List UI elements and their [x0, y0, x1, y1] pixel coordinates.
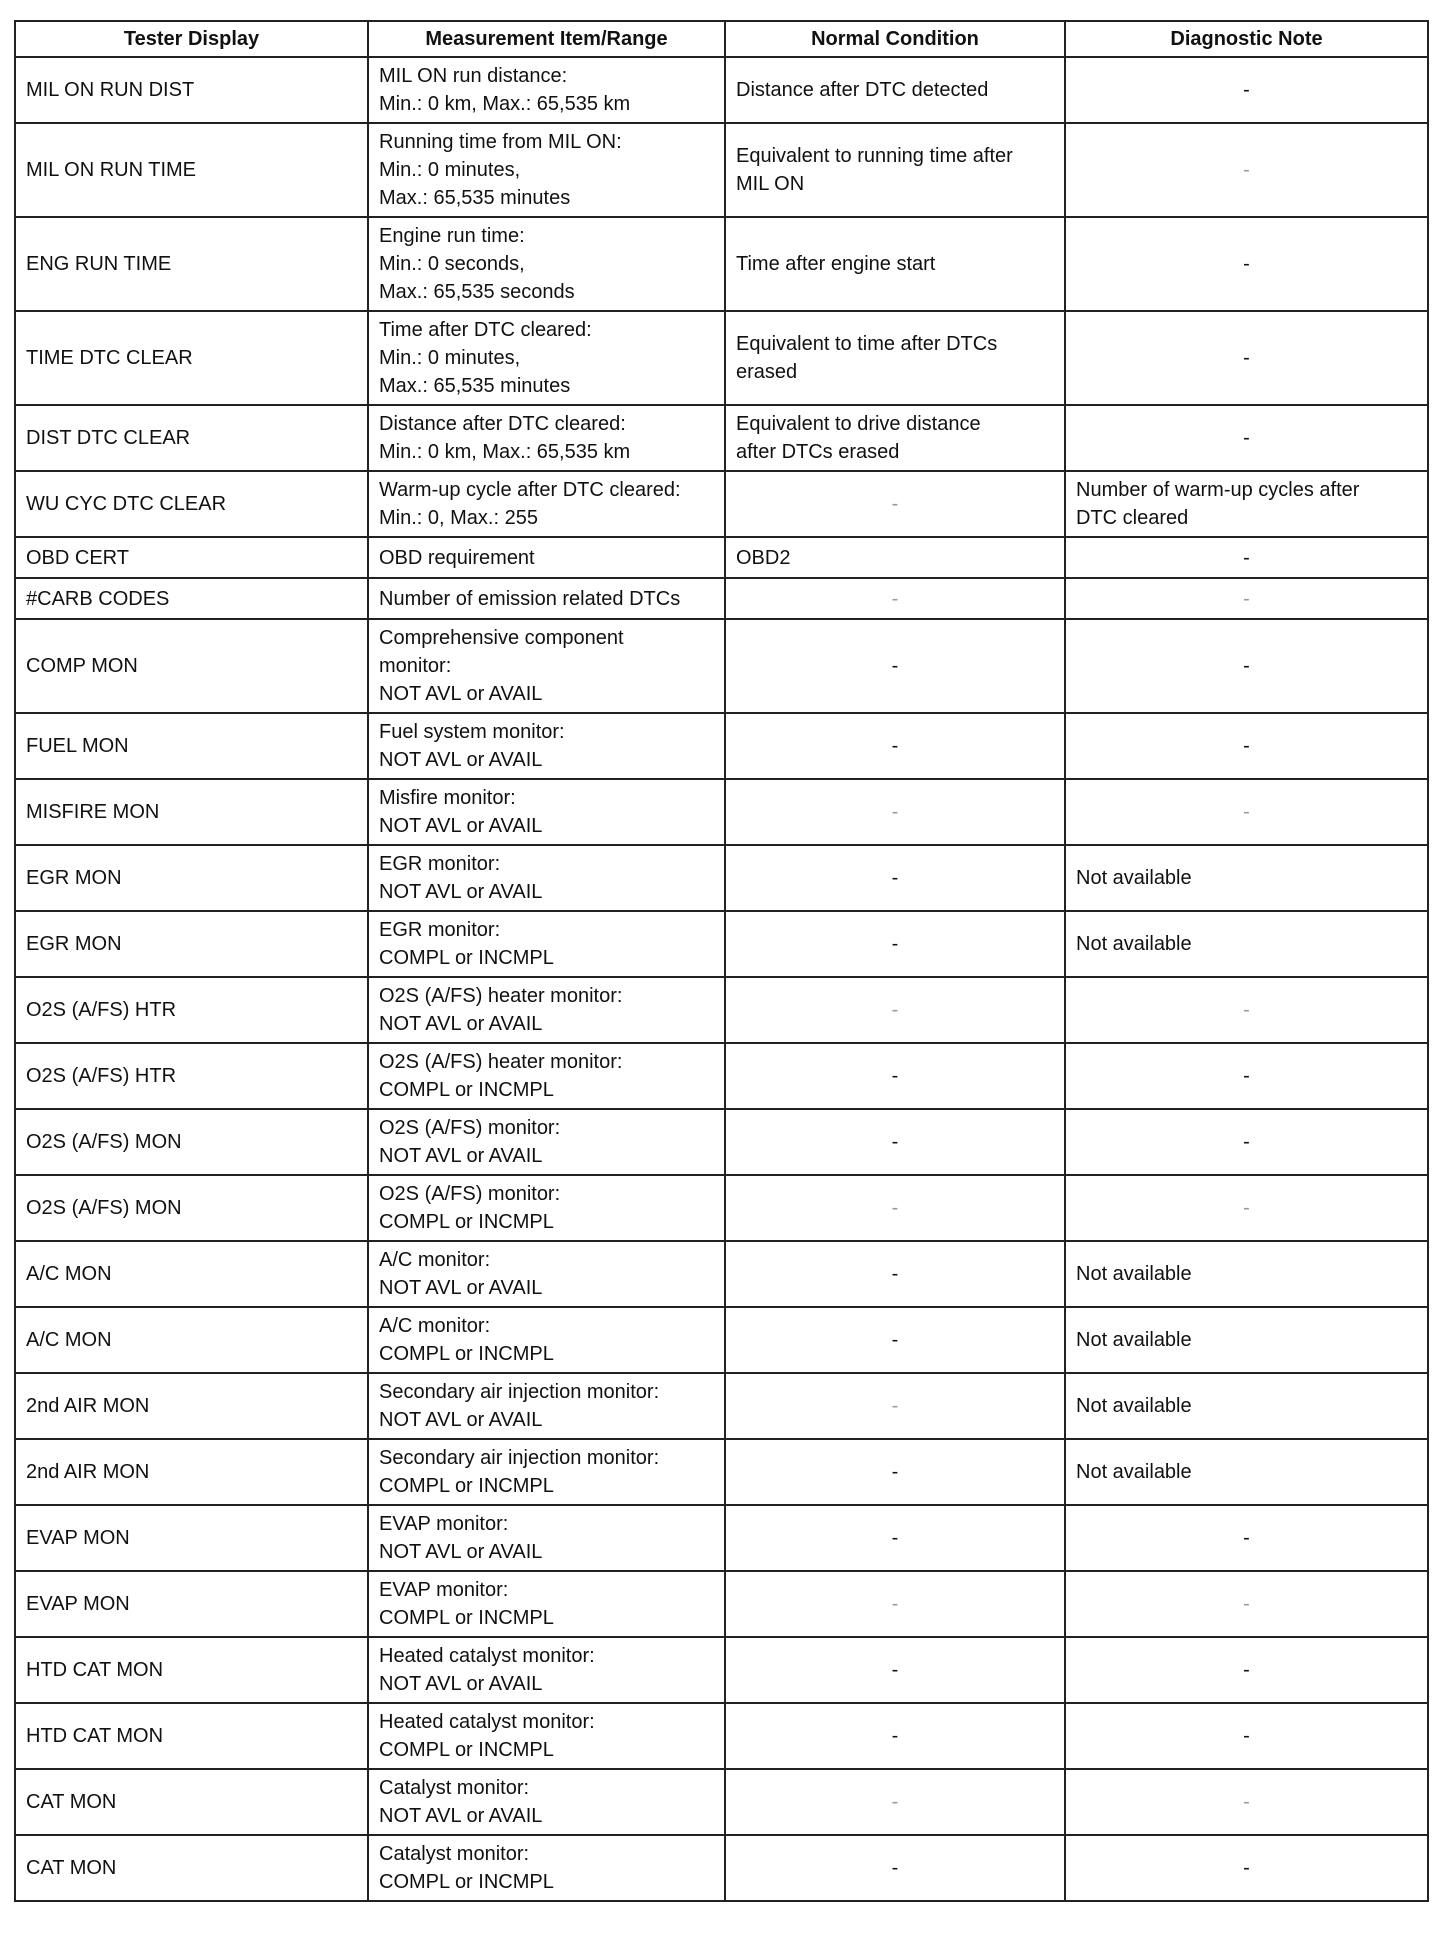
cell-diagnostic-note	[1065, 1703, 1428, 1769]
cell-normal-condition-line: -	[891, 1263, 899, 1285]
cell-normal-condition-line: -	[891, 867, 899, 889]
cell-normal-condition	[725, 57, 1065, 123]
cell-tester-display: CAT MON	[15, 1835, 368, 1901]
cell-diagnostic-note-line: -	[1243, 999, 1250, 1021]
table-row	[15, 1109, 1428, 1175]
header-diagnostic-note: Diagnostic Note	[1065, 21, 1428, 57]
table-row	[15, 1241, 1428, 1307]
cell-diagnostic-note-line: -	[1243, 427, 1250, 449]
cell-measurement-line: NOT AVL or AVAIL	[379, 1145, 543, 1167]
cell-normal-condition-line: -	[891, 1065, 899, 1087]
cell-normal-condition	[725, 1835, 1065, 1901]
cell-normal-condition	[725, 1505, 1065, 1571]
table-row	[15, 911, 1428, 977]
cell-normal-condition-line: -	[891, 655, 899, 677]
cell-measurement-line: A/C monitor:	[379, 1249, 491, 1271]
cell-measurement	[368, 977, 725, 1043]
cell-measurement	[368, 1769, 725, 1835]
cell-diagnostic-note	[1065, 1505, 1428, 1571]
cell-measurement-line: MIL ON run distance:	[379, 65, 568, 87]
cell-measurement-line: NOT AVL or AVAIL	[379, 1673, 543, 1695]
cell-measurement	[368, 1109, 725, 1175]
cell-normal-condition	[725, 1109, 1065, 1175]
cell-diagnostic-note	[1065, 1571, 1428, 1637]
cell-normal-condition	[725, 779, 1065, 845]
cell-tester-display: EGR MON	[15, 845, 368, 911]
cell-tester-display: EGR MON	[15, 911, 368, 977]
cell-measurement	[368, 1505, 725, 1571]
cell-measurement	[368, 1175, 725, 1241]
cell-normal-condition	[725, 405, 1065, 471]
cell-diagnostic-note-line: Not available	[1076, 1395, 1192, 1417]
cell-measurement-line: Catalyst monitor:	[379, 1777, 530, 1799]
cell-normal-condition-line: -	[891, 1725, 899, 1747]
cell-diagnostic-note-line: -	[1243, 1857, 1250, 1879]
cell-measurement-line: EVAP monitor:	[379, 1579, 509, 1601]
cell-normal-condition	[725, 845, 1065, 911]
table-row	[15, 977, 1428, 1043]
cell-diagnostic-note-line: Not available	[1076, 867, 1192, 889]
cell-tester-display: TIME DTC CLEAR	[15, 311, 368, 405]
cell-measurement-line: Max.: 65,535 minutes	[379, 375, 571, 397]
cell-measurement-line: NOT AVL or AVAIL	[379, 749, 543, 771]
cell-diagnostic-note	[1065, 779, 1428, 845]
cell-measurement	[368, 57, 725, 123]
cell-measurement	[368, 405, 725, 471]
cell-normal-condition-line: -	[891, 1329, 899, 1351]
cell-diagnostic-note-line: Not available	[1076, 1263, 1192, 1285]
cell-measurement	[368, 578, 725, 619]
cell-tester-display: O2S (A/FS) HTR	[15, 977, 368, 1043]
cell-diagnostic-note	[1065, 713, 1428, 779]
cell-measurement	[368, 1703, 725, 1769]
cell-normal-condition	[725, 1373, 1065, 1439]
cell-measurement	[368, 537, 725, 578]
table-row	[15, 1439, 1428, 1505]
cell-tester-display: 2nd AIR MON	[15, 1373, 368, 1439]
cell-diagnostic-note	[1065, 619, 1428, 713]
cell-normal-condition-line: -	[891, 1857, 899, 1879]
table-row	[15, 1043, 1428, 1109]
table-row	[15, 405, 1428, 471]
cell-measurement-line: COMPL or INCMPL	[379, 1739, 554, 1761]
cell-diagnostic-note-line: -	[1243, 1659, 1250, 1681]
cell-measurement	[368, 1373, 725, 1439]
cell-measurement-line: Catalyst monitor:	[379, 1843, 530, 1865]
cell-diagnostic-note	[1065, 845, 1428, 911]
cell-tester-display: MIL ON RUN TIME	[15, 123, 368, 217]
cell-tester-display: MIL ON RUN DIST	[15, 57, 368, 123]
cell-measurement	[368, 713, 725, 779]
cell-normal-condition-line: -	[891, 1395, 899, 1417]
cell-normal-condition	[725, 1769, 1065, 1835]
cell-normal-condition-line: -	[891, 1197, 899, 1219]
cell-normal-condition-line: -	[891, 1131, 899, 1153]
cell-normal-condition-line: Time after engine start	[736, 253, 936, 275]
cell-diagnostic-note-line: -	[1243, 1197, 1250, 1219]
cell-normal-condition	[725, 977, 1065, 1043]
cell-measurement-line: Time after DTC cleared:	[379, 319, 592, 341]
cell-diagnostic-note	[1065, 1241, 1428, 1307]
cell-normal-condition	[725, 537, 1065, 578]
table-header-row	[15, 21, 1428, 57]
cell-diagnostic-note	[1065, 405, 1428, 471]
cell-diagnostic-note	[1065, 578, 1428, 619]
cell-normal-condition-line: -	[891, 999, 899, 1021]
cell-normal-condition-line: -	[891, 587, 899, 610]
cell-tester-display: O2S (A/FS) MON	[15, 1175, 368, 1241]
cell-diagnostic-note-line: -	[1243, 587, 1250, 610]
table-row	[15, 1835, 1428, 1901]
table-row	[15, 1175, 1428, 1241]
cell-diagnostic-note	[1065, 1043, 1428, 1109]
table-row	[15, 311, 1428, 405]
cell-tester-display: CAT MON	[15, 1769, 368, 1835]
cell-normal-condition-line: after DTCs erased	[736, 441, 900, 463]
cell-normal-condition-line: -	[891, 493, 899, 515]
cell-diagnostic-note	[1065, 1835, 1428, 1901]
cell-diagnostic-note	[1065, 977, 1428, 1043]
cell-measurement-line: Number of emission related DTCs	[379, 587, 681, 610]
cell-measurement	[368, 1307, 725, 1373]
cell-diagnostic-note-line: -	[1243, 655, 1250, 677]
cell-tester-display: COMP MON	[15, 619, 368, 713]
cell-measurement-line: Misfire monitor:	[379, 787, 516, 809]
cell-normal-condition	[725, 578, 1065, 619]
cell-diagnostic-note-line: -	[1243, 1593, 1250, 1615]
cell-measurement-line: Running time from MIL ON:	[379, 131, 622, 153]
cell-diagnostic-note-line: Not available	[1076, 1329, 1192, 1351]
cell-measurement-line: COMPL or INCMPL	[379, 1871, 554, 1893]
cell-normal-condition-line: erased	[736, 361, 798, 383]
cell-tester-display: FUEL MON	[15, 713, 368, 779]
cell-diagnostic-note-line: -	[1243, 1791, 1250, 1813]
cell-diagnostic-note-line: -	[1243, 79, 1250, 101]
cell-normal-condition-line: OBD2	[736, 546, 791, 569]
cell-normal-condition	[725, 1241, 1065, 1307]
cell-normal-condition-line: Distance after DTC detected	[736, 79, 989, 101]
cell-measurement	[368, 123, 725, 217]
cell-measurement	[368, 779, 725, 845]
cell-measurement-line: Max.: 65,535 minutes	[379, 187, 571, 209]
cell-normal-condition-line: -	[891, 1527, 899, 1549]
cell-normal-condition	[725, 911, 1065, 977]
cell-measurement	[368, 1637, 725, 1703]
cell-measurement-line: Min.: 0, Max.: 255	[379, 507, 538, 529]
cell-tester-display: WU CYC DTC CLEAR	[15, 471, 368, 537]
cell-tester-display: A/C MON	[15, 1307, 368, 1373]
cell-normal-condition	[725, 1637, 1065, 1703]
table-row	[15, 619, 1428, 713]
cell-measurement-line: Heated catalyst monitor:	[379, 1645, 595, 1667]
cell-diagnostic-note-line: -	[1243, 1131, 1250, 1153]
cell-normal-condition	[725, 1571, 1065, 1637]
cell-diagnostic-note	[1065, 537, 1428, 578]
table-row	[15, 1307, 1428, 1373]
cell-measurement-line: Min.: 0 km, Max.: 65,535 km	[379, 441, 631, 463]
cell-normal-condition-line: Equivalent to drive distance	[736, 413, 981, 435]
cell-measurement-line: COMPL or INCMPL	[379, 947, 554, 969]
cell-tester-display: 2nd AIR MON	[15, 1439, 368, 1505]
cell-measurement-line: O2S (A/FS) heater monitor:	[379, 1051, 623, 1073]
cell-measurement-line: Heated catalyst monitor:	[379, 1711, 595, 1733]
cell-normal-condition	[725, 619, 1065, 713]
cell-measurement-line: A/C monitor:	[379, 1315, 491, 1337]
cell-diagnostic-note-line: -	[1243, 159, 1250, 181]
cell-normal-condition-line: Equivalent to running time after	[736, 145, 1013, 167]
cell-measurement-line: Comprehensive component	[379, 627, 624, 649]
table-row	[15, 713, 1428, 779]
cell-diagnostic-note	[1065, 1175, 1428, 1241]
cell-diagnostic-note	[1065, 1769, 1428, 1835]
cell-normal-condition	[725, 1043, 1065, 1109]
cell-measurement-line: Secondary air injection monitor:	[379, 1381, 660, 1403]
cell-measurement-line: NOT AVL or AVAIL	[379, 881, 543, 903]
cell-measurement-line: NOT AVL or AVAIL	[379, 1409, 543, 1431]
cell-normal-condition-line: -	[891, 1461, 899, 1483]
header-measurement-item: Measurement Item/Range	[368, 21, 725, 57]
table-row	[15, 471, 1428, 537]
cell-measurement	[368, 217, 725, 311]
cell-normal-condition-line: -	[891, 1659, 899, 1681]
cell-measurement-line: COMPL or INCMPL	[379, 1343, 554, 1365]
cell-diagnostic-note-line: Number of warm-up cycles after	[1076, 479, 1360, 501]
table-row	[15, 845, 1428, 911]
cell-normal-condition-line: -	[891, 1593, 899, 1615]
cell-measurement	[368, 1439, 725, 1505]
cell-measurement-line: NOT AVL or AVAIL	[379, 1277, 543, 1299]
cell-measurement-line: Min.: 0 minutes,	[379, 159, 521, 181]
cell-diagnostic-note	[1065, 123, 1428, 217]
cell-measurement	[368, 471, 725, 537]
table-row	[15, 1571, 1428, 1637]
table-row	[15, 57, 1428, 123]
cell-tester-display: HTD CAT MON	[15, 1637, 368, 1703]
cell-tester-display: ENG RUN TIME	[15, 217, 368, 311]
cell-diagnostic-note	[1065, 1439, 1428, 1505]
cell-tester-display: #CARB CODES	[15, 578, 368, 619]
cell-normal-condition-line: MIL ON	[736, 173, 805, 195]
cell-normal-condition	[725, 713, 1065, 779]
cell-measurement-line: COMPL or INCMPL	[379, 1079, 554, 1101]
cell-measurement-line: Max.: 65,535 seconds	[379, 281, 575, 303]
data-list-table-container	[14, 20, 1427, 1902]
cell-normal-condition-line: -	[891, 933, 899, 955]
cell-measurement-line: OBD requirement	[379, 546, 535, 569]
cell-tester-display: O2S (A/FS) MON	[15, 1109, 368, 1175]
cell-tester-display: A/C MON	[15, 1241, 368, 1307]
cell-measurement-line: COMPL or INCMPL	[379, 1607, 554, 1629]
cell-measurement-line: Min.: 0 km, Max.: 65,535 km	[379, 93, 631, 115]
cell-measurement-line: NOT AVL or AVAIL	[379, 1541, 543, 1563]
cell-measurement-line: monitor:	[379, 655, 452, 677]
cell-normal-condition-line: -	[891, 735, 899, 757]
cell-measurement-line: EVAP monitor:	[379, 1513, 509, 1535]
cell-normal-condition-line: Equivalent to time after DTCs	[736, 333, 998, 355]
cell-diagnostic-note-line: -	[1243, 347, 1250, 369]
table-body	[15, 57, 1428, 1901]
cell-measurement	[368, 845, 725, 911]
cell-diagnostic-note-line: DTC cleared	[1076, 507, 1189, 529]
cell-measurement	[368, 911, 725, 977]
cell-measurement-line: NOT AVL or AVAIL	[379, 1013, 543, 1035]
cell-measurement	[368, 311, 725, 405]
cell-measurement	[368, 1043, 725, 1109]
cell-diagnostic-note-line: -	[1243, 1725, 1250, 1747]
cell-measurement-line: Min.: 0 seconds,	[379, 253, 525, 275]
cell-diagnostic-note-line: -	[1243, 735, 1250, 757]
cell-diagnostic-note-line: -	[1243, 253, 1250, 275]
cell-measurement	[368, 619, 725, 713]
cell-diagnostic-note	[1065, 1373, 1428, 1439]
cell-measurement-line: Warm-up cycle after DTC cleared:	[379, 479, 681, 501]
cell-measurement-line: Fuel system monitor:	[379, 721, 565, 743]
cell-diagnostic-note-line: -	[1243, 801, 1250, 823]
cell-normal-condition-line: -	[891, 1791, 899, 1813]
table-row	[15, 217, 1428, 311]
cell-diagnostic-note	[1065, 911, 1428, 977]
cell-tester-display: OBD CERT	[15, 537, 368, 578]
cell-diagnostic-note	[1065, 217, 1428, 311]
cell-diagnostic-note	[1065, 1637, 1428, 1703]
table-row	[15, 1637, 1428, 1703]
cell-tester-display: O2S (A/FS) HTR	[15, 1043, 368, 1109]
cell-normal-condition	[725, 217, 1065, 311]
cell-diagnostic-note	[1065, 471, 1428, 537]
cell-diagnostic-note-line: Not available	[1076, 933, 1192, 955]
table-row	[15, 1769, 1428, 1835]
cell-tester-display: EVAP MON	[15, 1505, 368, 1571]
cell-measurement-line: O2S (A/FS) monitor:	[379, 1183, 561, 1205]
table-row	[15, 123, 1428, 217]
cell-measurement-line: NOT AVL or AVAIL	[379, 1805, 543, 1827]
cell-normal-condition	[725, 1307, 1065, 1373]
cell-measurement-line: Secondary air injection monitor:	[379, 1447, 660, 1469]
cell-measurement-line: NOT AVL or AVAIL	[379, 815, 543, 837]
cell-measurement	[368, 1241, 725, 1307]
cell-measurement-line: COMPL or INCMPL	[379, 1211, 554, 1233]
table-row	[15, 1703, 1428, 1769]
cell-measurement-line: EGR monitor:	[379, 853, 501, 875]
cell-measurement-line: Engine run time:	[379, 225, 525, 247]
cell-normal-condition	[725, 471, 1065, 537]
cell-measurement	[368, 1571, 725, 1637]
cell-measurement-line: O2S (A/FS) monitor:	[379, 1117, 561, 1139]
table-row	[15, 1373, 1428, 1439]
cell-normal-condition	[725, 1439, 1065, 1505]
header-normal-condition: Normal Condition	[725, 21, 1065, 57]
cell-tester-display: HTD CAT MON	[15, 1703, 368, 1769]
cell-tester-display: EVAP MON	[15, 1571, 368, 1637]
table-row	[15, 779, 1428, 845]
cell-measurement-line: O2S (A/FS) heater monitor:	[379, 985, 623, 1007]
cell-measurement-line: Min.: 0 minutes,	[379, 347, 521, 369]
cell-normal-condition	[725, 1703, 1065, 1769]
header-tester-display: Tester Display	[15, 21, 368, 57]
cell-diagnostic-note-line: -	[1243, 1065, 1250, 1087]
table-row	[15, 537, 1428, 578]
cell-diagnostic-note-line: -	[1243, 546, 1250, 569]
cell-measurement	[368, 1835, 725, 1901]
cell-diagnostic-note	[1065, 311, 1428, 405]
cell-measurement-line: EGR monitor:	[379, 919, 501, 941]
table-row	[15, 1505, 1428, 1571]
cell-tester-display: DIST DTC CLEAR	[15, 405, 368, 471]
cell-diagnostic-note	[1065, 1307, 1428, 1373]
cell-diagnostic-note-line: Not available	[1076, 1461, 1192, 1483]
cell-normal-condition	[725, 311, 1065, 405]
cell-tester-display: MISFIRE MON	[15, 779, 368, 845]
data-list-table	[14, 20, 1429, 1902]
cell-measurement-line: COMPL or INCMPL	[379, 1475, 554, 1497]
cell-normal-condition	[725, 123, 1065, 217]
cell-normal-condition-line: -	[891, 801, 899, 823]
cell-diagnostic-note-line: -	[1243, 1527, 1250, 1549]
cell-diagnostic-note	[1065, 57, 1428, 123]
cell-normal-condition	[725, 1175, 1065, 1241]
table-row	[15, 578, 1428, 619]
cell-measurement-line: NOT AVL or AVAIL	[379, 683, 543, 705]
cell-diagnostic-note	[1065, 1109, 1428, 1175]
cell-measurement-line: Distance after DTC cleared:	[379, 413, 626, 435]
